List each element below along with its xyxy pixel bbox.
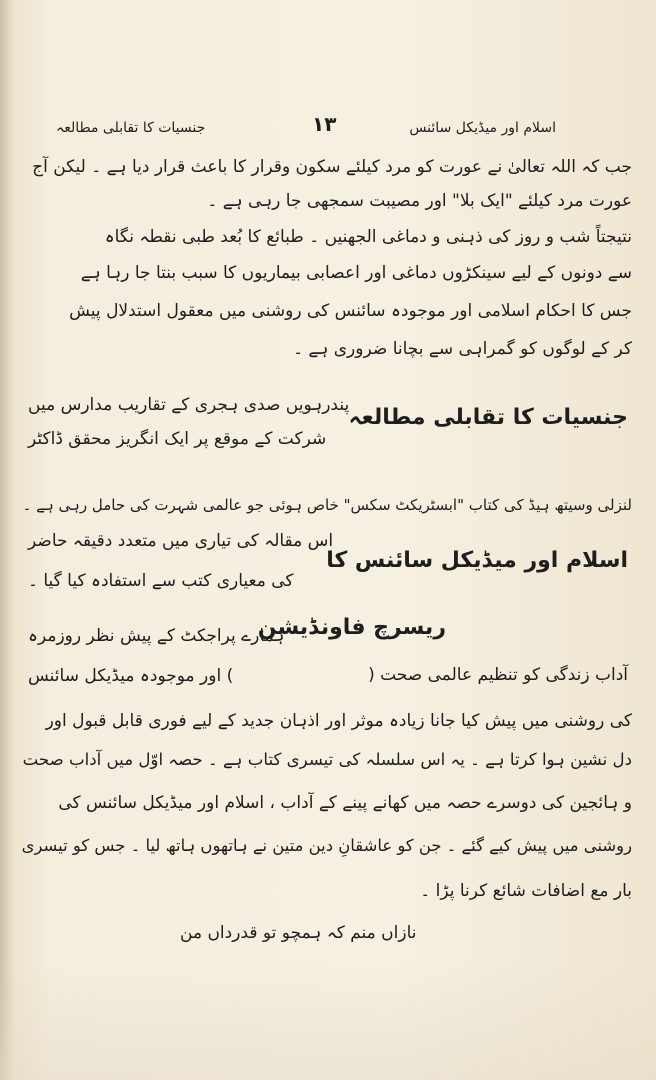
body-line: عورت مرد کیلئے "ایک بلا" اور مصیبت سمجھی جا رہی ہے ۔ <box>207 191 632 211</box>
running-title-left: جنسیات کا تقابلی مطالعہ <box>56 120 206 136</box>
body2-line: دل نشین ہوا کرتا ہے ۔ یہ اس سلسلہ کی تیسری کتاب ہے ۔ حصہ اوّل میں آداب صحت <box>22 750 632 769</box>
page-number: ١٣ <box>312 112 337 136</box>
body-line: جس کا احکام اسلامی اور موجودہ سائنس کی روشنی میں معقول استدلال پیش <box>69 301 632 321</box>
block3-line-right: آداب زندگی کو تنظیم عالمی صحت ( <box>368 665 628 685</box>
body-line: سے دونوں کے لیے سینکڑوں دماغی اور اعصابی بیماریوں کا سبب بنتا جا رہا ہے <box>80 263 632 283</box>
block2-line: اس مقالہ کی تیاری میں متعدد دقیقہ حاضر <box>28 531 334 551</box>
body2-line: روشنی میں پیش کیے گئے ۔ جن کو عاشقانِ دین متین نے ہاتھوں ہاتھ لیا ۔ جس کو تیسری <box>21 836 632 855</box>
page-edge-shadow <box>0 0 14 1080</box>
section-heading-islam-medical-science: اسلام اور میڈیکل سائنس کا <box>326 548 628 573</box>
body2-line: بار مع اضافات شائع کرنا پڑا ۔ <box>420 881 632 901</box>
body-line: نتیجتاً شب و روز کی ذہنی و دماغی الجھنیں ۔ طبائع کا بُعد طبی نقطہ نگاہ <box>104 227 632 247</box>
body-line: جب کہ اللہ تعالیٰ نے عورت کو مرد کیلئے سکون وقرار کا باعث قرار دیا ہے ۔ لیکن آج <box>32 157 632 177</box>
block1-line: پندرہویں صدی ہجری کے تقاریب مدارس میں <box>28 395 350 415</box>
body2-line: کی روشنی میں پیش کیا جانا زیادہ موثر اور اذہان جدید کے لیے فوری قابل قبول اور <box>45 711 632 731</box>
closing-verse: نازاں منم کہ ہمچو تو قدرداں من <box>180 923 417 943</box>
body-line: کر کے لوگوں کو گمراہی سے بچانا ضروری ہے ۔ <box>293 339 632 359</box>
page-bottom-fade <box>0 960 656 1080</box>
block1-line: لنزلی وسیتھ ہیڈ کی کتاب "ابسٹریکٹ سکس" خاص ہوئی جو عالمی شہرت کی حامل رہی ہے ۔ <box>22 496 632 514</box>
body2-line: و ہائجین کی دوسرے حصہ میں کھانے پینے کے آداب ، اسلام اور میڈیکل سائنس کی <box>58 793 632 813</box>
block1-line: شرکت کے موقع پر ایک انگریز محقق ڈاکٹر <box>28 429 327 449</box>
section-heading-comparative-study: جنسیات کا تقابلی مطالعہ <box>348 405 628 430</box>
running-title-right: اسلام اور میڈیکل سائنس <box>409 120 556 136</box>
block3-line-left: ) اور موجودہ میڈیکل سائنس <box>28 666 234 686</box>
block3-line: ہمارے پراجکٹ کے پیش نظر روزمرہ <box>28 626 285 646</box>
block2-line: کی معیاری کتب سے استفادہ کیا گیا ۔ <box>28 571 294 591</box>
section-heading-research-foundation: ریسرچ فاونڈیشن <box>257 615 446 640</box>
